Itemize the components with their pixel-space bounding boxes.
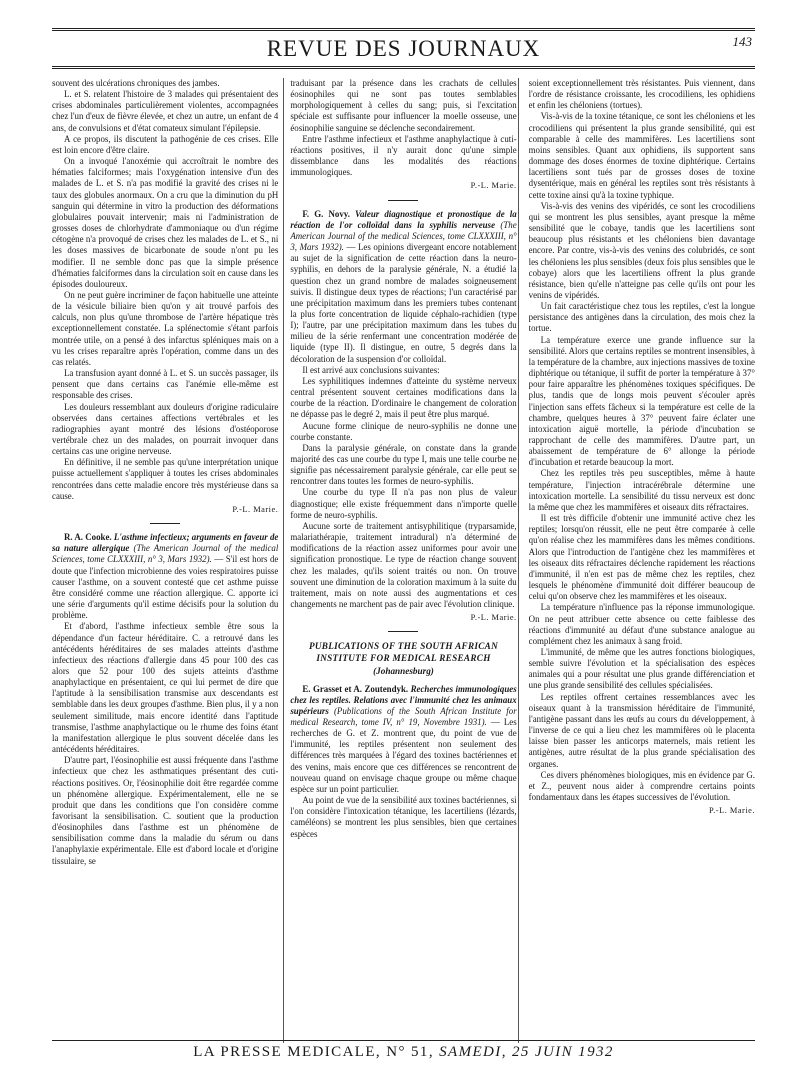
paragraph: On ne peut guère incriminer de façon habituelle une atteinte de la vésicule biliaire bien qu'on y ait trouvé parfois des calculs, non plus qu'une thrombose de l'artère hépatique très exceptionnellement constatée. La splénectomie s'étant parfois montrée utile, on a pensé à des infarctus spléniques mais on a vu les crises reparaître après l'opération, comme dans un des cas relatés. (52, 289, 279, 367)
paragraph: Vis-à-vis des venins des vipéridés, ce sont les crocodiliens qui se montrent les plus sensibles, ayant presque la même sensibilité que le cobaye, tandis que les lacertiliens sont beaucoup plus résistants et les chéloniens bien davantage encore. Par contre, vis-à-vis des venins des colubridés, ce sont les chéloniens les plus sensibles (deux fois plus sensibles que le cobaye) alors que les lacertiliens offrent la plus grande résistance, bien qu'elle n'atteigne pas celle qu'ils ont pour les venins de vipéridés. (528, 200, 755, 300)
signature: P.-L. Marie. (232, 504, 279, 514)
paragraph: — Les opinions divergeant encore notablement au sujet de la signification de cette réaction dans la neuro-syphilis, en dehors de la paralysie générale, N. a étudié la question chez un grand nombre de malades soigneusement suivis. Il distingue deux types de réactions; l'un caractérisé par une précipitation maximum dans les premiers tubes contenant la plus forte concentration de liquide céphalo-rachidien (type I); l'autre, par une précipitation maximum dans les tubes du milieu de la série renfermant une concentration modérée de liquide (type II). Il distingue, en outre, 5 degrés dans la décoloration de la suspension d'or colloïdal. (290, 242, 517, 364)
page-footer (52, 1044, 755, 1061)
column-1 (52, 78, 278, 1043)
article-reference: (The American Journal of the medical Sciences, tome CLXXXIII, n° 3, Mars 1932). (52, 543, 279, 565)
article-columns (52, 78, 755, 1043)
article-intro (290, 209, 516, 365)
paragraph: Ces divers phénomènes biologiques, mis en évidence par G. et Z., peuvent nous aider à comprendre certains points fondamentaux dans les étapes successives de l'évolution. (528, 769, 755, 802)
page-header-title: REVUE DES JOURNAUX (266, 36, 541, 61)
paragraph: Les syphilitiques indemnes d'atteinte du système nerveux central présentent souvent certaines modifications dans la courbe de la réaction. D'ordinaire le changement de coloration ne dépasse pas le degré 2, mais il peut être plus marqué. (290, 375, 517, 420)
header-bottom-rule (52, 66, 755, 69)
separator (388, 200, 418, 201)
paragraph: La température exerce une grande influence sur la sensibilité. Alors que certains reptiles se montrent insensibles, à la température de la chambre, aux injections massives de toxine diphtérique ou tétanique, il suffit de porter la température à 37° pour faire apparaître les phénomènes toxiques spécifiques. De plus, tandis que de longs mois peuvent s'écouler après l'injection sans effets fâcheux si la température est celle de la chambre, quelques heures à 37° peuvent faire éclater une intoxication aiguë mortelle, la période d'incubation se rapprochant de celle des mammifères. D'autre part, un abaissement de température de 6° allonge la période d'incubation et retarde beaucoup la mort. (528, 334, 755, 468)
separator (388, 631, 418, 632)
article-reference: (Publications of the South African Institute for medical Research, tome IV, n° 19, Novembre 1931). (290, 705, 517, 727)
footer-date: SAMEDI, 25 JUIN 1932 (439, 1044, 614, 1060)
article-intro (290, 684, 516, 796)
article-authors: F. G. Novy. (302, 208, 350, 219)
paragraph: La transfusion ayant donné à L. et S. un succès passager, ils pensent que dans certains cas l'anémie elle-même est responsable des crises. (52, 368, 279, 401)
section-title: PUBLICATIONS OF THE SOUTH AFRICAN INSTITUTE FOR MEDICAL RESEARCH (308, 641, 499, 664)
article-authors: R. A. Cooke. (64, 532, 112, 543)
paragraph: Aucune forme clinique de neuro-syphilis ne donne une courbe constante. (290, 420, 517, 442)
section-subtitle: (Johannesburg) (373, 666, 434, 677)
footer-journal: LA PRESSE MEDICALE, (193, 1044, 382, 1060)
signature: P.-L. Marie. (470, 181, 517, 191)
paragraph: D'autre part, l'éosinophilie est aussi fréquente dans l'asthme infectieux que chez les asthmatiques présentant des cuti-réactions positives. Or, l'éosinophilie doit être regardée comme un phénomène allergique. Expérimentalement, elle ne se produit que dans les conditions que l'on considère comme favorisant la sensibilisation. C. soutient que la production d'éosinophiles dans l'asthme est un phénomène de sensibilisation comme dans la maladie du sérum ou dans l'anaphylaxie expérimentale. Elle est d'abord locale et d'origine tissulaire, se (52, 755, 279, 866)
paragraph: Entre l'asthme infectieux et l'asthme anaphylactique à cuti-réactions positives, il n'y aurait donc qu'une simple dissemblance dans les modalités des réactions immunologiques. (290, 133, 517, 178)
paragraph: Aucune sorte de traitement antisyphilitique (tryparsamide, malariathérapie, traitement intradural) n'a déterminé de modifications de la réaction assez uniformes pour avoir une signification pronostique. Le type de réaction change souvent chez les malades, qu'ils soient traités ou non. On trouve souvent une diminution de la coloration maximum à la suite du traitement, mais on note aussi des augmentations et ces changements ne marchent pas de pair avec l'évolution clinique. (290, 520, 517, 610)
paragraph: — Les recherches de G. et Z. montrent que, du point de vue de l'immunité, les reptiles présentent non seulement des différences très marquées à l'égard des toxines bactériennes et des venins, mais encore que ces différences se rencontrent de nouveau quand on envisage chaque groupe ou même chaque espèce sur un point particulier. (290, 716, 517, 794)
article-title: Valeur diagnostique et pronostique de la réaction de l'or colloïdal dans la syphilis nerveuse (290, 208, 517, 230)
separator (150, 523, 180, 524)
footer-rule (52, 1040, 755, 1041)
paragraph: Au point de vue de la sensibilité aux toxines bactériennes, si l'on considère l'intoxication tétanique, les lacertiliens (lézards, caméléons) se montrent les plus sensibles, bien que certaines espèces (290, 795, 517, 839)
paragraph: En définitive, il ne semble pas qu'une interprétation unique puisse actuellement s'appliquer à toutes les crises abdominales rencontrées dans cette maladie encore très mystérieuse dans sa cause. (52, 457, 279, 501)
header-top-rule (52, 28, 755, 31)
paragraph: L'immunité, de même que les autres fonctions biologiques, semble suivre l'évolution et la spécialisation des espèces animales qui a pour résultat une plus grande différenciation et une plus grande sensibilité des cellules spécialisées. (528, 646, 755, 691)
paragraph: Dans la paralysie générale, on constate dans la grande majorité des cas une courbe du type I, mais une telle courbe ne signifie pas nécessairement paralysie générale, car elle peut se rencontrer dans toutes les formes de neuro-syphilis. (290, 442, 517, 487)
paragraph: soient exceptionnellement très résistantes. Puis viennent, dans l'ordre de résistance croissante, les crocodiliens, les ophidiens et enfin les chéloniens (tortues). (528, 78, 755, 111)
article-title: Recherches immunologiques chez les reptiles. Relations avec l'immunité chez les animaux supérieurs (290, 683, 517, 716)
paragraph: La température n'influence pas la réponse immunologique. On ne peut attribuer cette absence ou cette faiblesse des réactions d'immunité au défaut d'une substance analogue au complément chez les animaux à sang froid. (528, 602, 755, 646)
footer-issue: N° 51, (386, 1044, 434, 1060)
paragraph: Vis-à-vis de la toxine tétanique, ce sont les chéloniens et les crocodiliens qui présentent la plus grande sensibilité, qui est comparable à celle des mammifères. Les lacertiliens sont moins sensibles. Quant aux ophidiens, ils supportent sans dommage des doses énormes de toxine diphtérique. Certains lacertiliens sont tués par de grosses doses de toxine dysentérique, mais en général les reptiles sont très résistants à cette toxine ainsi qu'à la toxine typhique. (528, 111, 755, 200)
article-intro (52, 532, 278, 621)
column-2 (290, 78, 516, 1043)
column-3 (529, 78, 755, 1043)
paragraph: Les reptiles offrent certaines ressemblances avec les oiseaux quant à la transmission héréditaire de l'immunité, l'antigène passant dans les œufs au cours du développement, à l'inverse de ce qui a lieu chez les mammifères où le placenta laisse bien passer les anticorps maternels, mais retient les antigènes, autre résultat de la plus grande spécialisation des organes. (528, 691, 755, 769)
paragraph: Chez les reptiles très peu susceptibles, même à haute température, l'injection intracérébrale détermine une intoxication mortelle. La sensibilité du tissu nerveux est donc la même que chez les mammifères et oiseaux dits réfractaires. (528, 468, 755, 512)
page-number: 143 (732, 34, 752, 49)
article-reference: (The American Journal of the medical Sciences, tome CLXXXIII, n° 3, Mars 1932). (290, 219, 517, 253)
paragraph: A ce propos, ils discutent la pathogénie de ces crises. Elle est loin encore d'être claire. (52, 133, 279, 155)
paragraph: L. et S. relatent l'histoire de 3 malades qui présentaient des crises abdominales particulièrement violentes, accompagnées chez l'un d'eux de fièvre élevée, et chez un autre, un enfant de 4 ans, de convulsions et d'état comateux simulant l'épilepsie. (52, 89, 279, 133)
signature: P.-L. Marie. (708, 806, 755, 816)
paragraph: souvent des ulcérations chroniques des jambes. (52, 78, 220, 88)
article-authors: E. Grasset et A. Zoutendyk. (302, 683, 409, 694)
paragraph: Il est très difficile d'obtenir une immunité active chez les reptiles; lorsqu'on réussit, elle ne peut être comparée à celle qu'on réalise chez les mammifères dans les mêmes conditions. Alors que l'introduction de l'antigène chez les mammifères et les oiseaux dits réfractaires déclenche rapidement les réactions d'immunité, il n'en est pas de même chez les reptiles, chez lesquels le phénomène d'immunité doit différer beaucoup de celui qu'on observe chez les mammifères et les oiseaux. (528, 513, 755, 602)
paragraph: Et d'abord, l'asthme infectieux semble être sous la dépendance d'un facteur héréditaire. C. a retrouvé dans les antécédents héréditaires de ses malades atteints d'asthme infectieux des réactions d'allergie dans 45 pour 100 des cas alors que 52 pour 100 des sujets atteints d'asthme anaphylactique en présentaient, ce qui lui permet de dire que l'aptitude à la sensibilisation transmise aux descendants est semblable dans les deux groupes d'asthme. Bien plus, il y a non seulement similitude, mais encore identité dans l'aptitude transmise, l'asthme anaphylactique ou le rhume des foins étant la manifestation allergique le plus souvent décelée dans les antécédents héréditaires. (52, 621, 279, 755)
paragraph: Une courbe du type II n'a pas non plus de valeur diagnostique; elle existe fréquemment dans n'importe quelle forme de neuro-syphilis. (290, 487, 517, 520)
paragraph: Un fait caractéristique chez tous les reptiles, c'est la longue persistance des antigènes dans la circulation, des mois chez la tortue. (528, 301, 755, 334)
paragraph: Il est arrivé aux conclusions suivantes: (302, 364, 440, 375)
paragraph: traduisant par la présence dans les crachats de cellules éosinophiles qui ne sont pas toutes semblables morphologiquement à celles du sang; puis, si l'excitation spéciale est suffisante pour influencer la moelle osseuse, une éosinophilie sanguine se déclenche secondairement. (290, 78, 517, 133)
signature: P.-L. Marie. (470, 613, 517, 623)
paragraph: Les douleurs ressemblant aux douleurs d'origine radiculaire observées dans certaines affections vertébrales et les radiographies ayant montré des lésions d'ostéoporose vertébrale chez un des malades, on pourrait invoquer dans certains cas une origine nerveuse. (52, 401, 279, 457)
paragraph: — S'il est hors de doute que l'infection microbienne des voies respiratoires puisse causer l'asthme, on a souvent contesté que cet asthme puisse être considéré comme une réaction allergique. C. apporte ici une série d'arguments qu'il estime décisifs pour la solution du problème. (52, 554, 279, 621)
paragraph: On a invoqué l'anoxémie qui accroîtrait le nombre des hématies falciformes; mais l'oxygénation intensive d'un des malades de L. et S. n'a pas modifié la gravité des crises ni le taux des globules anormaux. On a cru que la diminution du pH sanguin qui détermine in vitro la production des déformations globulaires pouvait intervenir; mais ni l'administration de grosses doses de chlorhydrate d'ammoniaque ou d'un régime cétogène n'a provoqué de crises chez les malades de L. et S., ni les doses massives de bicarbonate de soude n'ont pu les modifier. Il ne semble donc pas que la simple présence d'hématies falciformes dans la circulation soit en cause dans les épisodes douloureux. (52, 156, 279, 289)
article-title: L'asthme infectieux; arguments en faveur de sa nature allergique (52, 532, 279, 554)
